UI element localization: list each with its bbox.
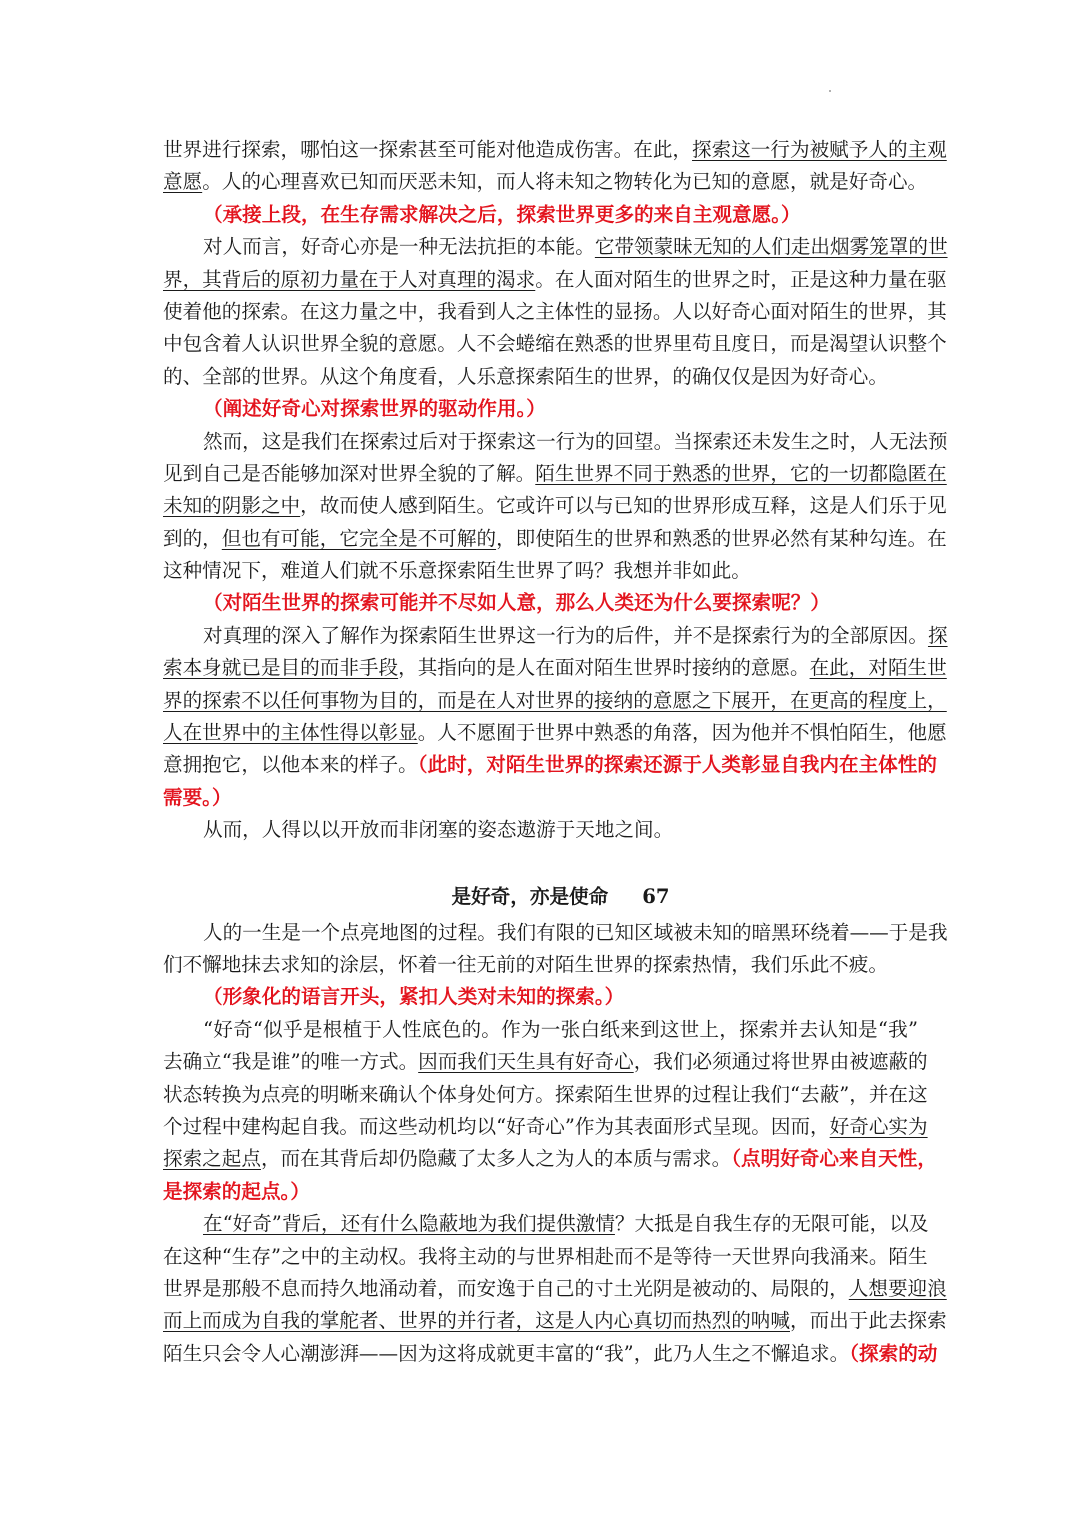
text-line xyxy=(163,1111,928,1143)
red-annotation: 是探索的起点。） xyxy=(163,1179,310,1203)
red-annotation: 需要。） xyxy=(163,785,232,809)
underlined-text: 未知的阴影之中 xyxy=(163,494,301,518)
text-line xyxy=(163,652,947,684)
text-run: ，其指向的是人在面对陌生世界时接纳的意愿。 xyxy=(398,656,810,680)
text-run: 意拥抱它，以他本来的样子。 xyxy=(163,753,418,777)
text-run: ，而在其背后却仍隐藏了太多人之为人的本质与需求。 xyxy=(260,1147,732,1171)
text-run: ，我们必须通过将世界由被遮蔽的 xyxy=(633,1050,928,1074)
red-annotation: （承接上段，在生存需求解决之后，探索世界更多的来自主观意愿。） xyxy=(203,202,801,226)
text-line: 状态转换为点亮的明晰来确认个体身处何方。探索陌生世界的过程让我们“去蔽”，并在这 xyxy=(163,1082,928,1106)
text-line xyxy=(163,1338,938,1370)
text-line xyxy=(163,134,947,166)
text-line: “好奇“似乎是根植于人性底色的。作为一张白纸来到这世上，探索并去认知是“我” xyxy=(203,1017,918,1041)
text-line xyxy=(163,264,947,296)
text-run: 个过程中建构起自我。而这些动机均以“好奇心”作为其表面形式呈现。因而， xyxy=(163,1114,830,1138)
underlined-text: 探索之起点 xyxy=(163,1147,261,1171)
underlined-text: 人想要迎浪 xyxy=(848,1276,947,1300)
text-line xyxy=(163,620,948,652)
text-line xyxy=(163,231,948,263)
underlined-text: 好奇心实为 xyxy=(829,1114,928,1138)
underlined-text: 因而我们天生具有好奇心 xyxy=(418,1050,634,1074)
red-annotation: （对陌生世界的探索可能并不尽如人意，那么人类还为什么要探索呢？） xyxy=(203,591,830,615)
text-line xyxy=(163,685,947,717)
text-run: 见到自己是否能够加深对世界全貌的了解。 xyxy=(163,461,536,485)
underlined-text: 界，其背后的原初力量在于人对真理的渴求 xyxy=(163,267,536,291)
text-run: ？大抵是自我生存的无限可能，以及 xyxy=(614,1212,929,1236)
text-run: 对人而言，好奇心亦是一种无法抗拒的本能。 xyxy=(203,235,595,259)
text-run: 。人不愿囿于世界中熟悉的角落，因为他并不惧怕陌生，他愿 xyxy=(417,721,947,745)
text-line xyxy=(163,1143,937,1175)
text-line xyxy=(163,523,947,555)
scan-speck xyxy=(829,90,831,92)
text-run: 。人的心理喜欢已知而厌恶未知，而人将未知之物转化为已知的意愿，就是好奇心。 xyxy=(202,170,928,194)
essay-body xyxy=(163,134,948,1370)
text-line: 们不懈地抹去求知的涂层，怀着一往无前的对陌生世界的探索热情，我们乐此不疲。 xyxy=(163,952,888,976)
text-line xyxy=(163,166,928,198)
red-annotation: （点明好奇心来自天性， xyxy=(731,1147,937,1171)
underlined-text: 它带领蒙昧无知的人们走出烟雾笼罩的世 xyxy=(594,235,948,259)
text-line xyxy=(163,490,947,522)
text-run: 。在人面对陌生的世界之时，正是这种力量在驱 xyxy=(535,267,947,291)
text-line xyxy=(163,749,937,781)
text-line xyxy=(163,1046,928,1078)
text-run: 去确立“我是谁”的唯一方式。 xyxy=(163,1050,419,1074)
underlined-text: 在“好奇”背后，还有什么隐蔽地为我们提供激情 xyxy=(203,1212,615,1236)
underlined-text: 而上而成为自我的掌舵者、世界的并行者，这是人内心真切而热烈的呐喊 xyxy=(163,1309,790,1333)
section-gap xyxy=(163,847,918,877)
underlined-text: 探 xyxy=(927,623,948,647)
essay-number: 67 xyxy=(642,884,670,908)
text-line: 在这种“生存”之中的主动权。我将主动的与世界相赴而不是等待一天世界向我涌来。陌生 xyxy=(163,1244,928,1268)
text-line xyxy=(163,1305,947,1337)
text-line: 中包含着人认识世界全貌的意愿。人不会蜷缩在熟悉的世界里苟且度日，而是渴望认识整个 xyxy=(163,332,947,356)
underlined-text: 界的探索不以任何事物为目的，而是在人对世界的接纳的意愿之下展开，在更高的程度上， xyxy=(163,688,947,712)
red-annotation: （探索的动 xyxy=(849,1341,938,1365)
text-run: 对真理的深入了解作为探索陌生世界这一行为的后件，并不是探索行为的全部原因。 xyxy=(203,623,928,647)
underlined-text: 索本身就已是目的而非手段 xyxy=(163,656,399,680)
text-line: 人的一生是一个点亮地图的过程。我们有限的已知区域被未知的暗黑环绕着——于是我 xyxy=(203,920,948,944)
text-line: 的、全部的世界。从这个角度看，人乐意探索陌生的世界，的确仅仅是因为好奇心。 xyxy=(163,364,888,388)
underlined-text: 人在世界中的主体性得以彰显 xyxy=(163,721,418,745)
underlined-text: 陌生世界不同于熟悉的世界，它的一切都隐匿在 xyxy=(535,461,947,485)
red-annotation: （此时，对陌生世界的探索还源于人类彰显自我内在主体性的 xyxy=(417,753,937,777)
text-line: 然而，这是我们在探索过后对于探索这一行为的回望。当探索还未发生之时，人无法预 xyxy=(203,429,948,453)
text-line xyxy=(163,1273,947,1305)
text-run: ，即使陌生的世界和熟悉的世界必然有某种勾连。在 xyxy=(496,526,947,550)
text-line xyxy=(163,1208,929,1240)
text-run: 陌生只会令人心潮澎湃——因为这将成就更丰富的“我”，此乃人生之不懈追求。 xyxy=(163,1341,850,1365)
text-run: 世界进行探索，哪怕这一探索甚至可能对他造成伤害。在此， xyxy=(163,138,693,161)
underlined-text: 意愿 xyxy=(163,170,203,194)
red-annotation: （形象化的语言开头，紧扣人类对未知的探索。） xyxy=(203,985,625,1009)
text-line: 从而，人得以以开放而非闭塞的姿态遨游于天地之间。 xyxy=(203,818,674,842)
text-run: ，而出于此去探索 xyxy=(790,1309,947,1333)
underlined-text: 探索这一行为被赋予人的主观 xyxy=(692,138,947,161)
essay-title: 是好奇，亦是使命 xyxy=(451,884,609,908)
text-run: 到的， xyxy=(163,526,222,550)
underlined-text: 在此，对陌生世 xyxy=(809,656,947,680)
text-run: 世界是那般不息而持久地涌动着，而安逸于自己的寸土光阴是被动的、局限的， xyxy=(163,1276,849,1300)
text-line: 这种情况下，难道人们就不乐意探索陌生世界了吗？我想并非如此。 xyxy=(163,559,751,583)
red-annotation: （阐述好奇心对探索世界的驱动作用。） xyxy=(203,397,546,421)
underlined-text: 但也有可能，它完全是不可解的 xyxy=(221,526,497,550)
text-run: ，故而使人感到陌生。它或许可以与已知的世界形成互释，这是人们乐于见 xyxy=(300,494,947,518)
text-line xyxy=(163,717,947,749)
text-line: 使着他的探索。在这力量之中，我看到人之主体性的显扬。人以好奇心面对陌生的世界，其 xyxy=(163,299,947,323)
essay-heading xyxy=(163,877,918,917)
text-line xyxy=(163,458,947,490)
